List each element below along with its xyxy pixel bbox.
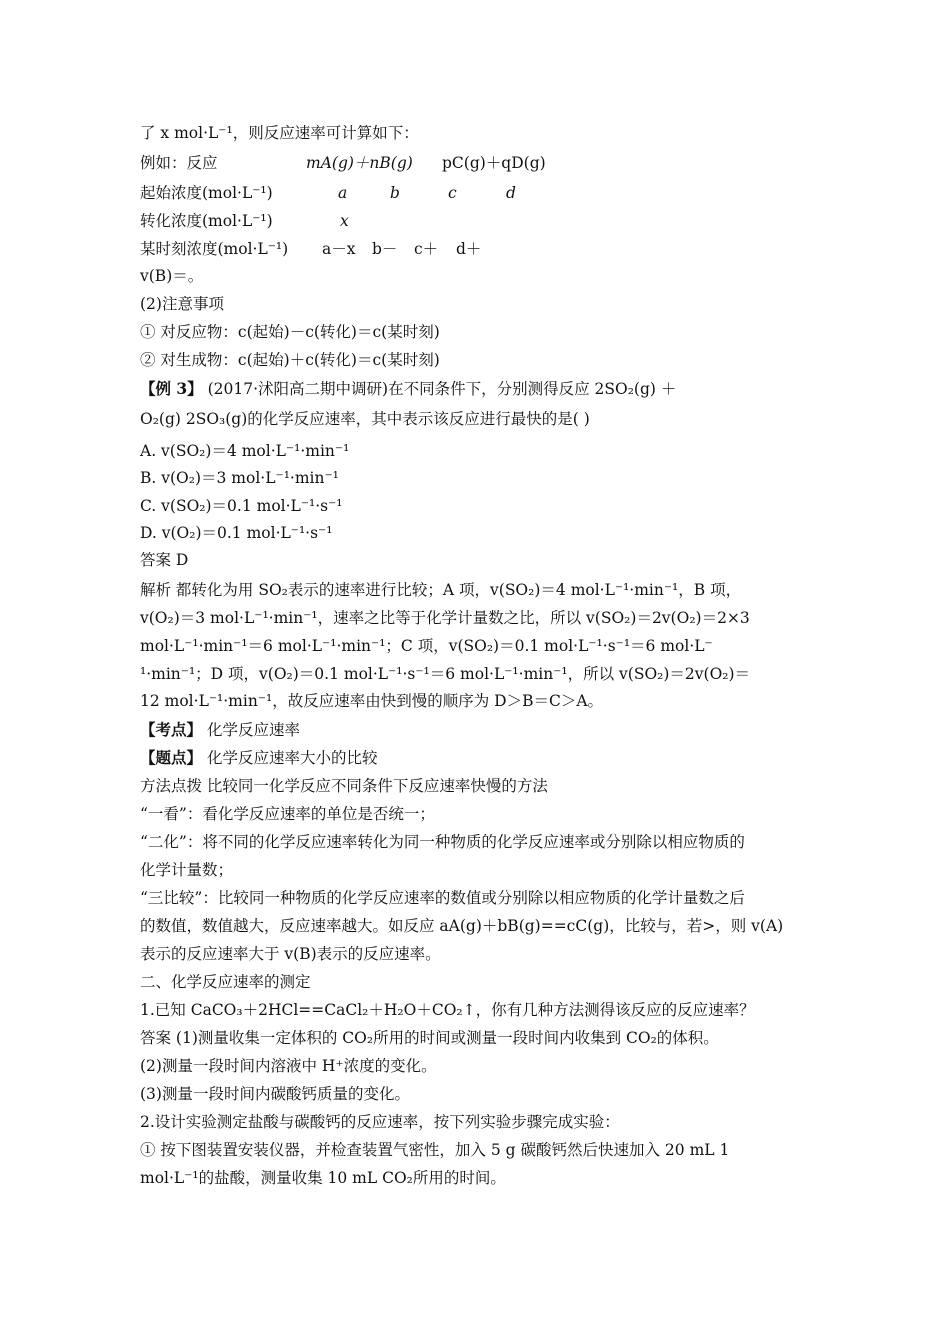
text-line: 的数值，数值越大，反应速率越大。如反应 aA(g)＋bB(g)==cC(g)，比较与，若>，则 v(A) xyxy=(140,917,784,935)
example-title xyxy=(140,379,814,399)
label: 某时刻浓度(mol·L⁻¹) xyxy=(140,240,289,258)
kaodian-line xyxy=(140,720,814,740)
value-d: d xyxy=(506,184,516,202)
value: a－x xyxy=(322,240,356,258)
text-line: 化学计量数； xyxy=(140,861,234,879)
value-x: x xyxy=(340,212,349,230)
value-c: c xyxy=(448,184,457,202)
text-line: 答案 (1)测量收集一定体积的 CO₂所用的时间或测量一段时间内收集到 CO₂的体积。 xyxy=(140,1029,719,1047)
text-line: 方法点拨 比较同一化学反应不同条件下反应速率快慢的方法 xyxy=(140,777,548,795)
text-line: mol·L⁻¹的盐酸，测量收集 10 mL CO₂所用的时间。 xyxy=(140,1169,506,1187)
option-a: A. v(SO₂)＝4 mol·L⁻¹·min⁻¹ xyxy=(140,442,350,460)
option-d: D. v(O₂)＝0.1 mol·L⁻¹·s⁻¹ xyxy=(140,524,333,542)
analysis-line: 12 mol·L⁻¹·min⁻¹，故反应速率由快到慢的顺序为 D＞B＝C＞A。 xyxy=(140,692,604,710)
value: c＋ xyxy=(414,240,439,258)
analysis-line: ¹·min⁻¹；D 项，v(O₂)＝0.1 mol·L⁻¹·s⁻¹＝6 mol·L⁻¹·min⁻¹，所以 v(SO₂)＝2v(O₂)＝ xyxy=(140,665,751,683)
text-line: 表示的反应速率大于 v(B)表示的反应速率。 xyxy=(140,945,441,963)
text-line: 1.已知 CaCO₃＋2HCl==CaCl₂＋H₂O＋CO₂↑，你有几种方法测得该反应的反应速率？ xyxy=(140,1001,755,1019)
value: b－ xyxy=(372,240,398,258)
text-line: v(B)＝。 xyxy=(140,267,204,285)
text-line: ① 对反应物：c(起始)－c(转化)＝c(某时刻) xyxy=(140,323,440,341)
initial-conc-line xyxy=(140,183,814,203)
tidian-line xyxy=(140,748,814,768)
equation-line xyxy=(140,153,814,173)
analysis-line: v(O₂)＝3 mol·L⁻¹·min⁻¹，速率之比等于化学计量数之比，所以 v(SO₂)＝2v(O₂)＝2×3 xyxy=(140,609,750,627)
label: 例如：反应 xyxy=(140,154,218,172)
text-line: “三比较”：比较同一种物质的化学反应速率的数值或分别除以相应物质的化学计量数之后 xyxy=(140,889,745,907)
products: pC(g)＋qD(g) xyxy=(442,154,546,172)
analysis-line: 解析 都转化为用 SO₂表示的速率进行比较；A 项，v(SO₂)＝4 mol·L⁻¹·min⁻¹，B 项， xyxy=(140,581,742,599)
kaodian-text: 化学反应速率 xyxy=(202,721,300,739)
text-line: (2)测量一段时间内溶液中 H⁺浓度的变化。 xyxy=(140,1057,437,1075)
analysis-line: mol·L⁻¹·min⁻¹＝6 mol·L⁻¹·min⁻¹；C 项，v(SO₂)＝0.1 mol·L⁻¹·s⁻¹＝6 mol·L⁻ xyxy=(140,637,713,655)
text-line: (2)注意事项 xyxy=(140,295,224,313)
text-line: “一看”：看化学反应速率的单位是否统一； xyxy=(140,805,435,823)
label: 起始浓度(mol·L⁻¹) xyxy=(140,184,273,202)
answer-line: 答案 D xyxy=(140,551,189,569)
value-a: a xyxy=(338,184,348,202)
text-line: O₂(g) 2SO₃(g)的化学反应速率，其中表示该反应进行最快的是( ) xyxy=(140,410,590,428)
moment-conc-line xyxy=(140,239,814,259)
text-line: 2.设计实验测定盐酸与碳酸钙的反应速率，按下列实验步骤完成实验： xyxy=(140,1113,620,1131)
tidian-text: 化学反应速率大小的比较 xyxy=(202,749,378,767)
tidian-tag: 【题点】 xyxy=(140,748,203,767)
value: d＋ xyxy=(456,240,482,258)
value-b: b xyxy=(390,184,400,202)
text-line: “二化”：将不同的化学反应速率转化为同一种物质的化学反应速率或分别除以相应物质的 xyxy=(140,833,745,851)
reactants: mA(g)＋nB(g) xyxy=(306,154,413,172)
change-conc-line xyxy=(140,211,814,231)
text-line: 了 x mol·L⁻¹，则反应速率可计算如下： xyxy=(140,124,419,142)
label: 转化浓度(mol·L⁻¹) xyxy=(140,212,273,230)
option-c: C. v(SO₂)＝0.1 mol·L⁻¹·s⁻¹ xyxy=(140,497,343,515)
text-line: (3)测量一段时间内碳酸钙质量的变化。 xyxy=(140,1085,410,1103)
kaodian-tag: 【考点】 xyxy=(140,720,203,739)
text-line: ② 对生成物：c(起始)＋c(转化)＝c(某时刻) xyxy=(140,351,440,369)
example-tag: 【例 3】 xyxy=(140,379,203,398)
text-line: ① 按下图装置安装仪器，并检查装置气密性，加入 5 g 碳酸钙然后快速加入 20 mL 1 xyxy=(140,1141,730,1159)
section-heading: 二、化学反应速率的测定 xyxy=(140,973,311,991)
example-text: (2017·沭阳高二期中调研)在不同条件下，分别测得反应 2SO₂(g) ＋ xyxy=(202,380,677,398)
option-b: B. v(O₂)＝3 mol·L⁻¹·min⁻¹ xyxy=(140,469,339,487)
